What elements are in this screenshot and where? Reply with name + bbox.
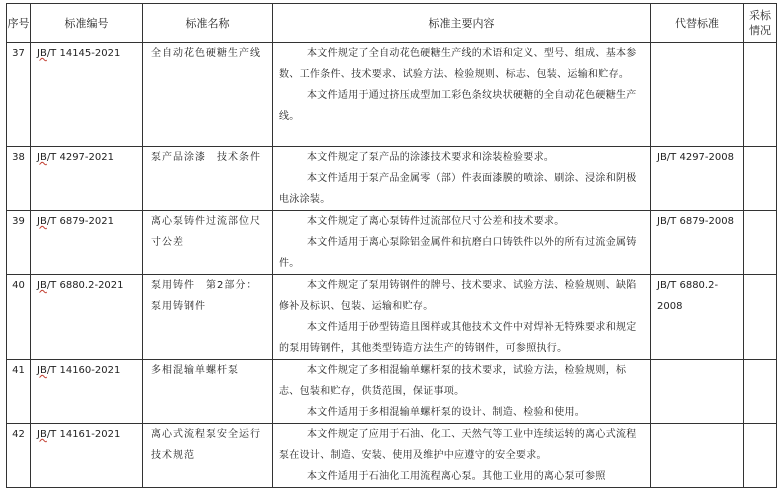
table-row [7,43,777,147]
table-row [7,211,777,275]
content-paragraph: 本文件规定了离心泵铸件过流部位尺寸公差和技术要求。 [307,216,565,227]
content-paragraph: 本文件适用于多相混输单螺杆泵的设计、制造、检验和使用。 [307,407,586,418]
standard-name-cell: 离心泵铸件过流部位尺寸公差 [143,211,273,275]
code-prefix: JB [37,365,47,376]
table-row [7,275,777,360]
content-paragraph: 本文件适用于石油化工用流程离心泵。其他工业用的离心泵可参照 [307,471,606,482]
seq-cell: 37 [7,43,31,147]
content-paragraph: 本文件适用于泵产品金属零（部）件表面漆膜的喷涂、刷涂、浸涂和阴极电泳涂装。 [279,173,637,205]
code-prefix: JB [37,48,47,59]
standards-table [6,3,777,488]
standard-code-cell [31,43,143,147]
header-adopt: 采标情况 [744,4,777,43]
content-paragraph: 本文件适用于砂型铸造且图样或其他技术文件中对焊补无特殊要求和规定的泵用铸钢件，其他类型铸造方法生产的铸钢件，可参照执行。 [279,322,637,354]
header-seq: 序号 [7,4,31,43]
header-code: 标准编号 [31,4,143,43]
content-paragraph: 本文件规定了应用于石油、化工、天然气等工业中连续运转的离心式流程泵在设计、制造、安装、使用及维护中应遵守的安全要求。 [279,429,637,461]
seq-cell: 40 [7,275,31,360]
adoption-cell [744,424,777,488]
standard-content-cell [273,360,651,424]
standard-content-cell [273,275,651,360]
replaced-standard-cell: JB/T 6880.2-2008 [651,275,744,360]
code-number: /T 14161-2021 [46,429,121,440]
table-row [7,424,777,488]
code-number: /T 14160-2021 [46,365,121,376]
table-row [7,360,777,424]
table-row [7,147,777,211]
standard-content-cell [273,147,651,211]
standard-code-cell [31,275,143,360]
standard-name-cell: 泵产品涂漆 技术条件 [143,147,273,211]
replaced-standard-cell [651,424,744,488]
code-number: /T 6879-2021 [46,216,114,227]
standard-code-cell [31,147,143,211]
adoption-cell [744,360,777,424]
header-name: 标准名称 [143,4,273,43]
code-prefix: JB [37,216,47,227]
code-number: /T 14145-2021 [46,48,121,59]
adoption-cell [744,275,777,360]
content-paragraph: 本文件适用于通过挤压成型加工彩色条纹块状硬糖的全自动花色硬糖生产线。 [279,90,637,122]
header-row [7,4,777,43]
code-prefix: JB [37,429,47,440]
standard-name-cell: 全自动花色硬糖生产线 [143,43,273,147]
standard-code-cell [31,211,143,275]
content-paragraph: 本文件规定了泵用铸钢件的牌号、技术要求、试验方法、检验规则、缺陷修补及标识、包装、运输和贮存。 [279,280,637,312]
content-paragraph: 本文件规定了泵产品的涂漆技术要求和涂装检验要求。 [307,152,555,163]
replaced-standard-cell: JB/T 6879-2008 [651,211,744,275]
code-number: /T 6880.2-2021 [46,280,124,291]
replaced-standard-cell [651,360,744,424]
standard-name-cell: 离心式流程泵安全运行技术规范 [143,424,273,488]
adoption-cell [744,147,777,211]
adoption-cell [744,43,777,147]
adoption-cell [744,211,777,275]
standard-name-cell: 泵用铸件 第2部分：泵用铸钢件 [143,275,273,360]
seq-cell: 39 [7,211,31,275]
standard-code-cell [31,424,143,488]
code-number: /T 4297-2021 [46,152,114,163]
header-content: 标准主要内容 [273,4,651,43]
content-paragraph: 本文件规定了多相混输单螺杆泵的技术要求，试验方法，检验规则，标志、包装和贮存，供货范围，保证事项。 [279,365,627,397]
header-replaced: 代替标准 [651,4,744,43]
standard-name-cell: 多相混输单螺杆泵 [143,360,273,424]
code-prefix: JB [37,280,47,291]
code-prefix: JB [37,152,47,163]
standard-code-cell [31,360,143,424]
seq-cell: 42 [7,424,31,488]
content-paragraph: 本文件规定了全自动花色硬糖生产线的术语和定义、型号、组成、基本参数、工作条件、技术要求、试验方法、检验规则、标志、包装、运输和贮存。 [279,48,637,80]
replaced-standard-cell: JB/T 4297-2008 [651,147,744,211]
content-paragraph: 本文件适用于离心泵除铝金属件和抗磨白口铸铁件以外的所有过流金属铸件。 [279,237,637,269]
standard-content-cell [273,211,651,275]
seq-cell: 38 [7,147,31,211]
seq-cell: 41 [7,360,31,424]
standard-content-cell [273,424,651,488]
standard-content-cell [273,43,651,147]
replaced-standard-cell [651,43,744,147]
